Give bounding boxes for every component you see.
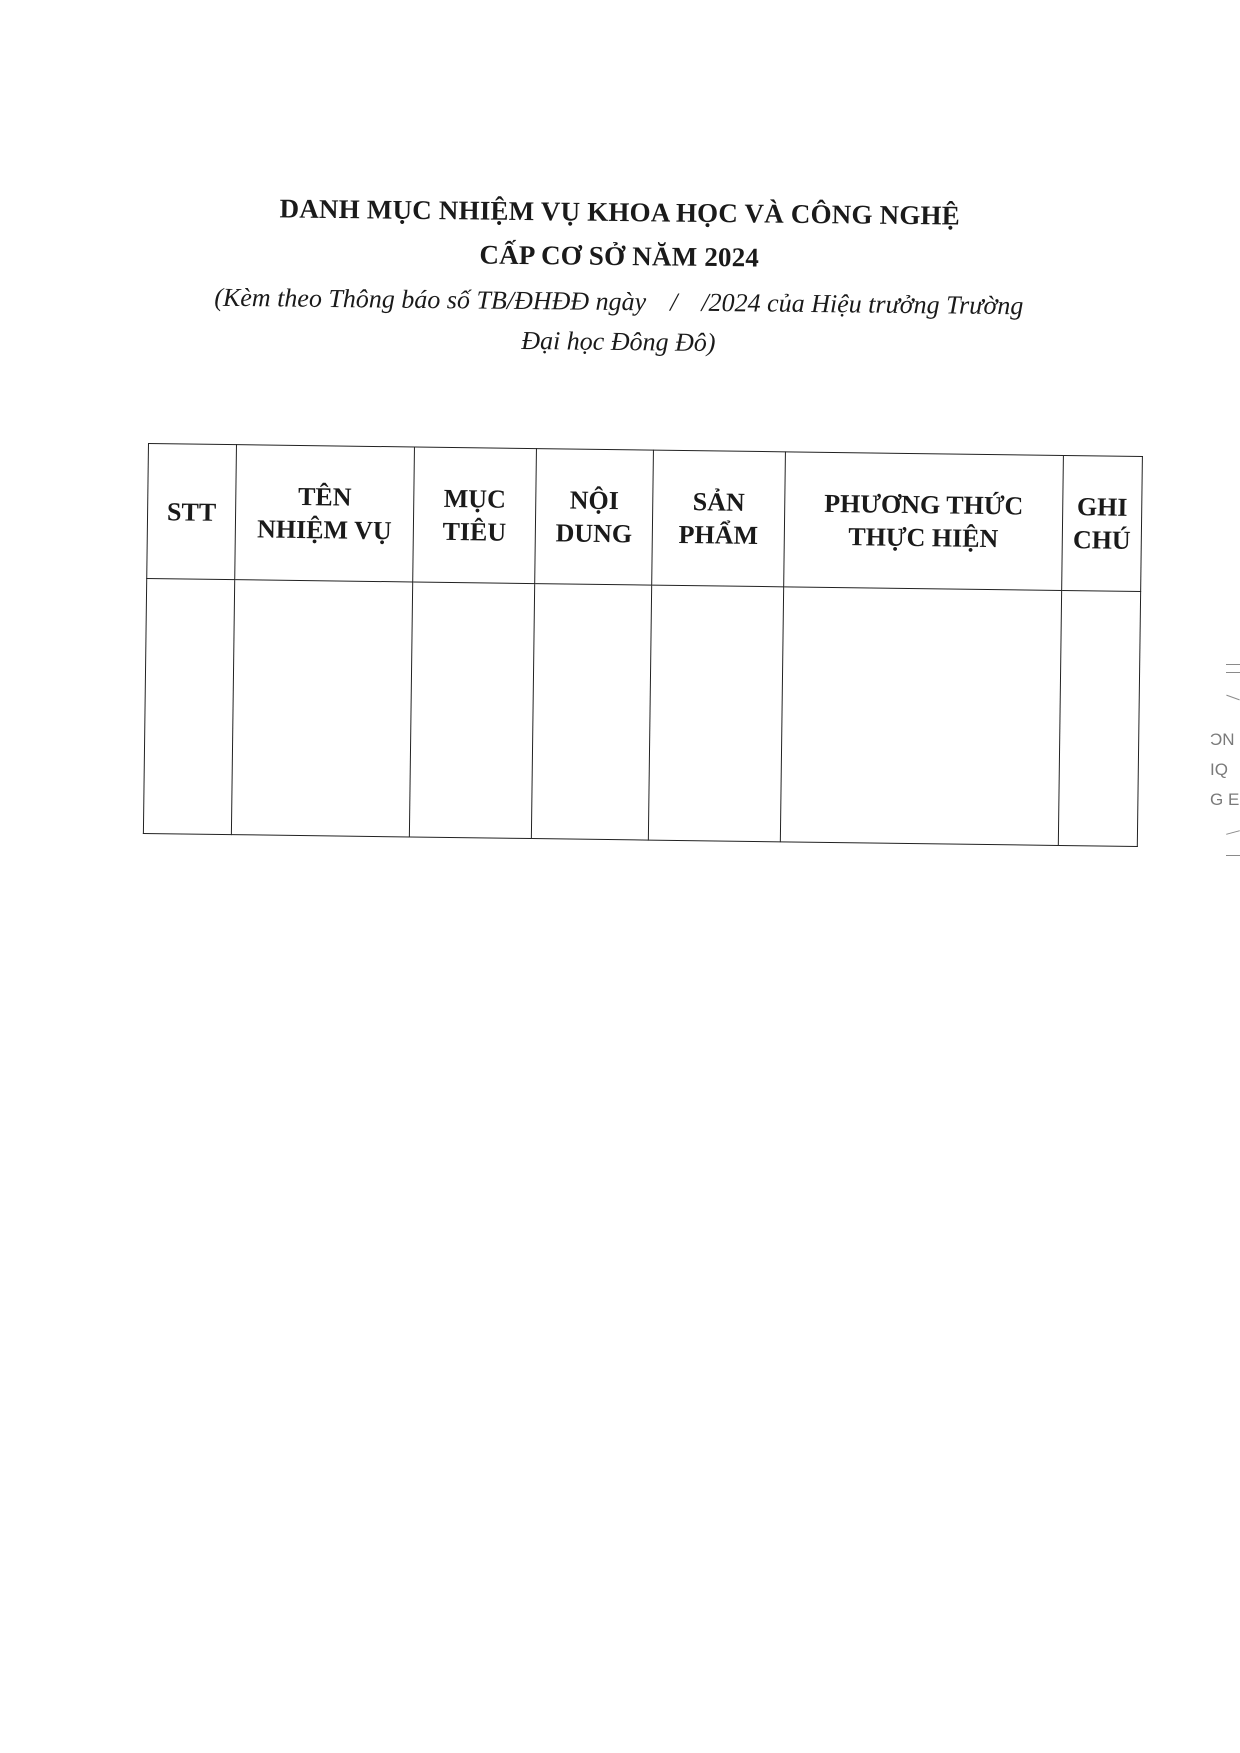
header-san-pham: SẢN PHẨM bbox=[652, 450, 786, 587]
document-heading bbox=[0, 184, 1240, 369]
subtitle-part-2: /2024 của Hiệu trưởng Trường bbox=[701, 287, 1024, 321]
header-ten-nhiem-vu: TÊN NHIỆM VỤ bbox=[235, 445, 415, 582]
document-title-line-2: CẤP CƠ SỞ NĂM 2024 bbox=[479, 239, 760, 273]
header-ghi-chu: GHI CHÚ bbox=[1062, 455, 1143, 591]
header-phuong-thuc-thuc-hien: PHƯƠNG THỨC THỰC HIỆN bbox=[784, 452, 1064, 591]
edge-mark-text: G E bbox=[1210, 790, 1240, 809]
header-noi-dung: NỘI DUNG bbox=[535, 449, 654, 586]
table-cell bbox=[143, 578, 234, 834]
table-cell bbox=[648, 585, 783, 842]
table-header-row bbox=[147, 444, 1143, 592]
task-table bbox=[143, 443, 1143, 847]
table-cell bbox=[409, 582, 534, 839]
header-muc-tieu: MỤC TIÊU bbox=[413, 447, 537, 584]
table-cell bbox=[780, 587, 1061, 846]
document-title-line-1: DANH MỤC NHIỆM VỤ KHOA HỌC VÀ CÔNG NGHỆ bbox=[279, 193, 961, 231]
task-table-wrapper bbox=[143, 443, 1142, 847]
edge-dash bbox=[1226, 855, 1240, 856]
header-stt: STT bbox=[147, 444, 237, 580]
scan-edge-marks bbox=[1206, 650, 1240, 890]
subtitle-line-2: Đại học Đông Đô) bbox=[521, 325, 716, 358]
table-cell bbox=[1058, 590, 1140, 846]
edge-dash bbox=[1226, 672, 1240, 673]
table-row bbox=[143, 578, 1140, 846]
edge-dash bbox=[1226, 664, 1240, 665]
table-cell bbox=[231, 580, 412, 837]
subtitle-part-1: (Kèm theo Thông báo số TB/ĐHĐĐ ngày bbox=[214, 282, 647, 317]
subtitle-slash: / bbox=[670, 287, 678, 317]
edge-dash bbox=[1226, 695, 1239, 701]
table-cell bbox=[531, 584, 651, 841]
document-subtitle bbox=[0, 276, 1239, 369]
edge-mark-text: ƆN bbox=[1210, 730, 1235, 749]
edge-dash bbox=[1226, 830, 1240, 835]
edge-mark-text: IQ bbox=[1210, 760, 1228, 779]
